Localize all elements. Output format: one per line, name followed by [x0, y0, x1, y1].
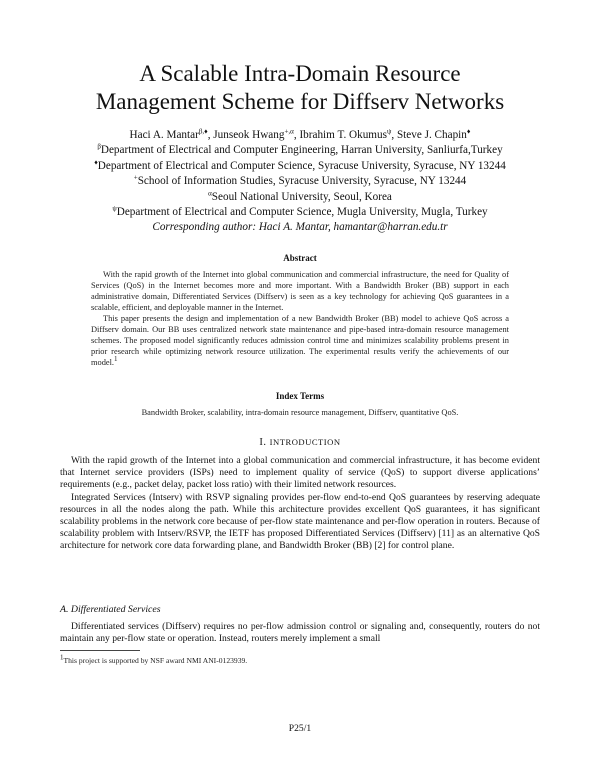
affiliation-mark: α	[208, 188, 212, 197]
footnote-mark: 1	[60, 653, 64, 662]
intro-paragraph-2: Integrated Services (Intserv) with RSVP signaling provides per-flow end-to-end QoS guarantees by reserving adequate resources in all the nodes along the path. While this architecture provides excellent QoS guarantees, it has significant scalability problems in the network core because of per-flow state maintenance and per-flow operation in routers. Because of scalability problem with Intserv/RSVP, the IETF has proposed Differentiated Services (Diffserv) [11] as an alternative QoS architecture for network core data forwarding plane, and Bandwidth Broker (BB) [2] for control plane.	[60, 491, 540, 552]
affiliation-text: Seoul National University, Seoul, Korea	[211, 190, 392, 203]
affiliation-mark: ψ	[112, 204, 117, 213]
affiliation-mark: ♦	[94, 158, 98, 167]
affiliation	[60, 174, 540, 189]
author-name: Ibrahim T. Okumus	[299, 129, 387, 141]
author-separator: ,	[293, 129, 300, 141]
subsection-heading: A. Differentiated Services	[60, 604, 161, 615]
footnote	[60, 653, 540, 665]
title-line-2: Management Scheme for Diffserv Networks	[95, 89, 505, 114]
affiliation-mark: +	[133, 173, 138, 182]
section-heading-introduction	[60, 437, 540, 448]
affiliation	[60, 159, 540, 174]
abstract-heading: Abstract	[283, 253, 317, 263]
footnote-reference: 1	[114, 355, 118, 364]
index-terms-heading: Index Terms	[275, 391, 325, 401]
title-line-1: A Scalable Intra-Domain Resource	[139, 61, 461, 86]
author-name: Steve J. Chapin	[396, 129, 467, 141]
diffserv-paragraph-1: Differentiated services (Diffserv) requires no per-flow admission control or signaling and, consequently, routers do not maintain any per-flow state or operation. Instead, routers merely implement a small	[60, 621, 540, 645]
affiliation-text: School of Information Studies, Syracuse University, Syracuse, NY 13244	[137, 175, 467, 188]
section-number: I.	[259, 437, 270, 448]
page-number: P25/1	[288, 723, 312, 734]
paper-title	[60, 60, 540, 116]
author-marks: +,α	[284, 127, 294, 136]
author-marks: ♦	[466, 127, 471, 136]
corresponding-author: Corresponding author: Haci A. Mantar, hamantar@harran.edu.tr	[152, 221, 448, 234]
author-separator: ,	[391, 129, 397, 141]
author-name: Haci A. Mantar	[129, 129, 199, 141]
introduction-body	[60, 455, 540, 553]
affiliation	[60, 190, 540, 205]
abstract	[91, 269, 509, 368]
author-marks: β,♦	[198, 127, 208, 136]
affiliation	[60, 143, 540, 158]
affiliation-mark: β	[97, 142, 101, 151]
footnote-divider	[60, 650, 140, 651]
abstract-paragraph-2-text: This paper presents the design and implementation of a new Bandwidth Broker (BB) model to achieve QoS across a Diffserv domain. Our BB uses centralized network state maintenance and pipe-based intra-domain resource management schemes. The proposed model significantly reduces admission control time and minimizes scalability problems present in prior research while optimizing network resource utilization. The experimental results verify the achievements of our model.	[91, 314, 509, 367]
affiliation-text: Department of Electrical and Computer Science, Mugla University, Mugla, Turkey	[116, 206, 488, 219]
abstract-paragraph-1: With the rapid growth of the Internet into global communication and commercial infrastructure, the need for Quality of Services (QoS) in the Internet becomes more and more important. With a Bandwidth Broker (BB) support in each administrative domain, Differentiated Services (Diffserv) is seen as a key technology for achieving QoS guarantees in a scalable, efficient, and deployable manner in the Internet.	[91, 270, 509, 312]
author-separator: ,	[207, 129, 214, 141]
author-list	[60, 128, 540, 143]
author-name: Junseok Hwang	[213, 129, 285, 141]
affiliation	[60, 205, 540, 220]
author-block	[60, 128, 540, 236]
index-terms: Bandwidth Broker, scalability, intra-domain resource management, Diffserv, quantitative QoS.	[141, 408, 459, 417]
author-marks: ψ	[386, 127, 392, 136]
section-title: INTRODUCTION	[269, 437, 341, 447]
abstract-paragraph-2	[91, 313, 509, 368]
diffserv-body	[60, 621, 540, 645]
intro-paragraph-1: With the rapid growth of the Internet into a global communication and commercial infrastructure, it has become evident that Internet service providers (ISPs) need to implement quality of service (QoS) to support diverse applications’ requirements (e.g., packet delay, packet loss ratio) with their limited network resources.	[60, 455, 540, 491]
footnote-text: This project is supported by NSF award NMI ANI-0123939.	[63, 656, 248, 665]
affiliation-text: Department of Electrical and Computer Engineering, Harran University, Sanliurfa,Turkey	[100, 144, 503, 157]
affiliation-text: Department of Electrical and Computer Science, Syracuse University, Syracuse, NY 13244	[97, 159, 506, 172]
